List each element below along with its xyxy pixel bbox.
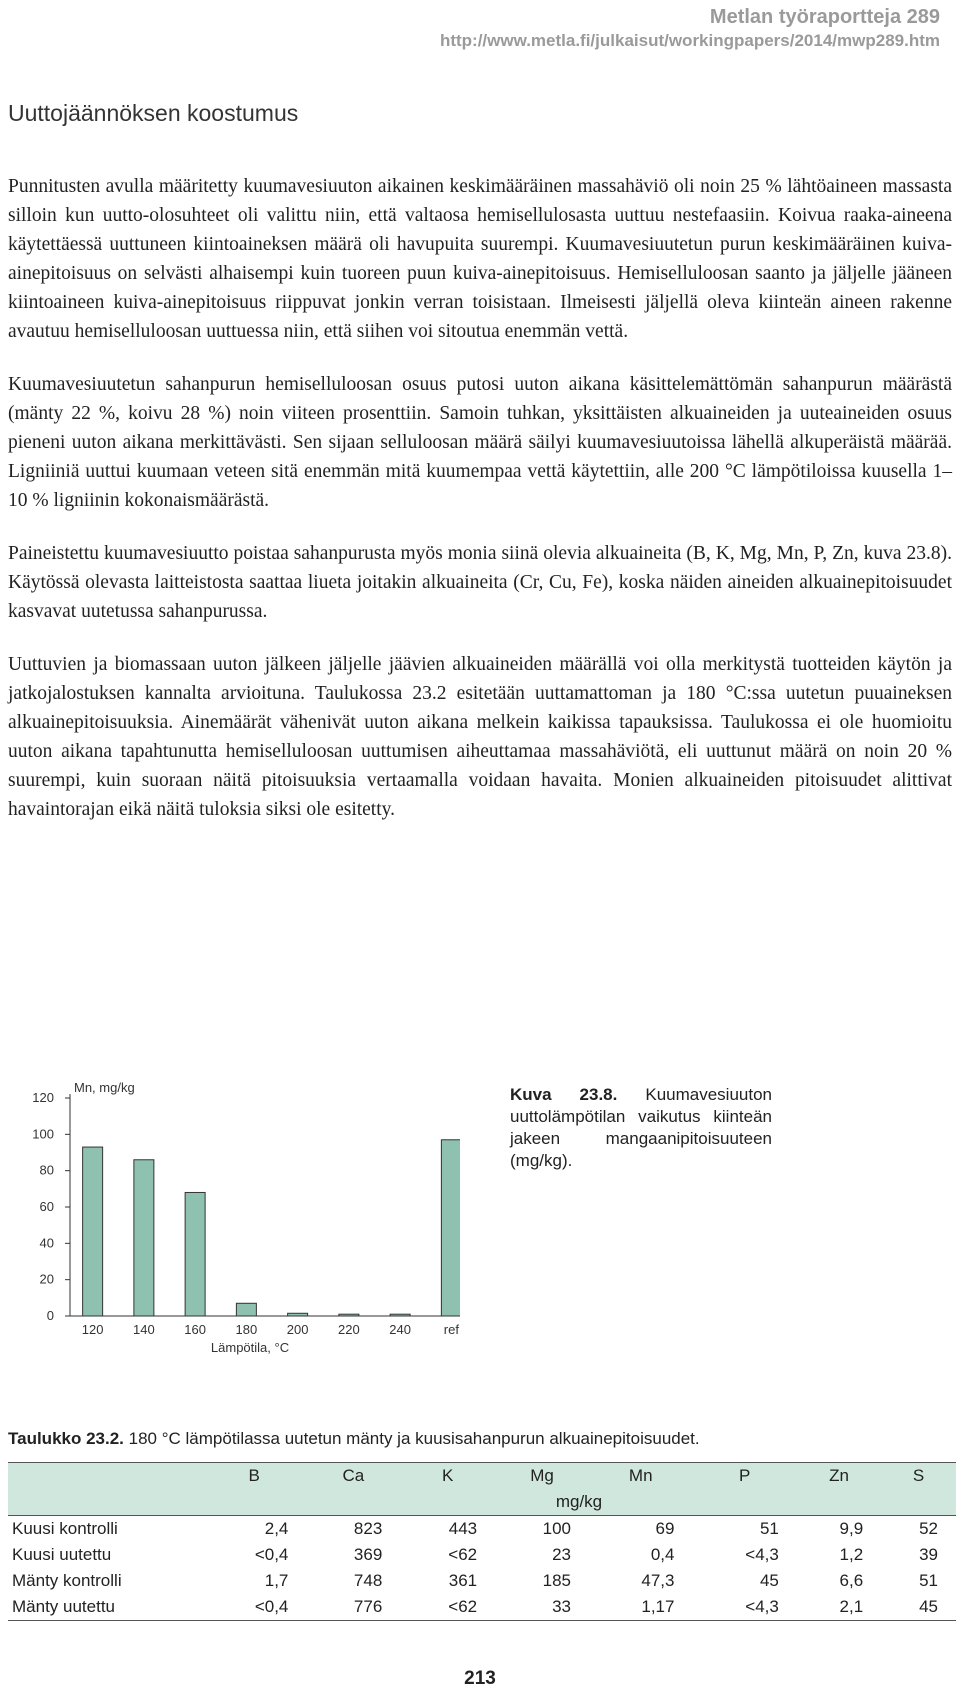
table-row <box>8 1594 956 1621</box>
row-label: Mänty kontrolli <box>12 1571 122 1590</box>
bar <box>185 1192 205 1316</box>
element-table <box>8 1462 956 1621</box>
col-header-k: K <box>442 1466 454 1485</box>
col-header-mg: Mg <box>530 1466 554 1485</box>
chart-svg <box>20 1066 460 1366</box>
cell: 47,3 <box>641 1571 675 1590</box>
cell: 748 <box>353 1571 383 1590</box>
figure-caption <box>510 1084 772 1172</box>
series-url[interactable]: http://www.metla.fi/julkaisut/workingpapers/2014/mwp289.htm <box>439 31 940 50</box>
y-tick-label: 20 <box>39 1271 54 1287</box>
cell: 1,17 <box>589 1594 692 1621</box>
x-tick-label: 180 <box>235 1322 258 1337</box>
paragraph-4: Uuttuvien ja biomassaan uuton jälkeen jäljelle jäävien alkuaineiden määrällä voi olla merkitystä tuotteiden käytön ja jatkojalostuksen kannalta arvioituna. Taulukossa 23.2 esitetään uuttamattoman ja 180 °C:ssa uutetun puuaineksen alkuainepitoisuuksia. Ainemäärät vähenivät uuton aikana melkein kaikissa tapauksissa. Taulukossa ei ole huomioitu uuton aikana tapahtunutta hemiselluloosan uuttumisen aiheuttamaa massahäviötä, eli uuttunut määrä on noin 20 % suurempi, kuin suoraan näitä pitoisuuksia vertaamalla voidaan havaita. Monien alkuaineiden pitoisuudet alittivat havaintorajan eikä näitä tuloksia siksi ole esitetty. <box>8 654 952 820</box>
unit-spacer <box>8 1489 202 1516</box>
x-tick-label: ref <box>443 1322 459 1337</box>
x-tick-label: 240 <box>389 1322 411 1337</box>
table-row <box>8 1516 956 1543</box>
cell: 2,1 <box>797 1594 881 1621</box>
cell: 39 <box>919 1545 938 1564</box>
table-row <box>8 1568 956 1594</box>
paragraph-3: Paineistettu kuumavesiuutto poistaa sahanpurusta myös monia siinä olevia alkuaineita (B, K, Mg, Mn, P, Zn, kuva 23.8). Käytössä olevasta laitteistosta saattaa liueta joitakin alkuaineita (Cr, Cu, Fe), koska näiden aineiden alkuainepitoisuudet kasvavat uutetussa sahanpurussa. <box>8 543 952 622</box>
cell: 823 <box>353 1519 383 1538</box>
cell: 33 <box>495 1594 589 1621</box>
page-number: 213 <box>464 1668 496 1689</box>
cell: <4,3 <box>745 1545 779 1564</box>
page-header <box>440 4 940 52</box>
body-text <box>8 172 952 848</box>
cell: <0,4 <box>254 1545 289 1564</box>
cell: 51 <box>759 1519 779 1538</box>
cell: 23 <box>552 1545 572 1564</box>
cell: 45 <box>759 1571 779 1590</box>
cell: <62 <box>448 1545 478 1564</box>
table-caption-text: 180 °C lämpötilassa uutetun mänty ja kuusisahanpurun alkuainepitoisuudet. <box>123 1429 700 1448</box>
y-tick-label: 80 <box>39 1162 54 1178</box>
x-tick-label: 140 <box>133 1322 155 1337</box>
col-header-zn: Zn <box>829 1466 849 1485</box>
figure-caption-text: Kuumavesiuuton uuttolämpötilan vaikutus kiinteän jakeen mangaanipitoisuuteen (mg/kg). <box>510 1085 772 1170</box>
cell: <62 <box>400 1594 495 1621</box>
cell: 1,7 <box>264 1571 289 1590</box>
cell: <0,4 <box>202 1594 306 1621</box>
table-unit-row <box>8 1489 956 1516</box>
cell: 9,9 <box>839 1519 864 1538</box>
x-tick-label: 200 <box>286 1322 309 1337</box>
cell: 369 <box>353 1545 383 1564</box>
x-tick-label: 160 <box>184 1322 206 1337</box>
section-title: Uuttojäännöksen koostumus <box>8 100 299 126</box>
bar <box>236 1303 256 1316</box>
y-tick-label: 40 <box>39 1235 54 1251</box>
x-tick-label: 220 <box>338 1322 360 1337</box>
manganese-chart <box>20 1066 460 1371</box>
cell: 6,6 <box>839 1571 864 1590</box>
paragraph-2: Kuumavesiuutetun sahanpurun hemiselluloosan osuus putosi uuton aikana käsittelemättömän sahanpurun määrästä (mänty 22 %, koivu 28 %) noin viiteen prosenttiin. Samoin tuhkan, yksittäisten alkuaineiden ja uuteaineiden osuus pieneni uuton aikana merkittävästi. Sen sijaan selluloosan määrä säilyi kuumavesiuutoissa lähellä alkuperäistä määrää. Ligniiniä uuttui kuumaan veteen sitä enemmän mitä kuumempaa vettä käytettiin, alle 200 °C lämpötiloissa kuusella 1–10 % ligniinin kokonaismäärästä. <box>8 374 952 511</box>
col-header-ca: Ca <box>342 1466 365 1485</box>
y-axis-label: Mn, mg/kg <box>74 1080 135 1095</box>
x-axis-label: Lämpötila, °C <box>210 1340 290 1355</box>
cell: 69 <box>655 1519 675 1538</box>
y-tick-label: 0 <box>46 1308 54 1323</box>
row-label: Kuusi kontrolli <box>12 1519 118 1538</box>
bar <box>134 1160 154 1316</box>
cell: 45 <box>881 1594 956 1621</box>
table-corner <box>8 1463 202 1490</box>
cell: 776 <box>306 1594 400 1621</box>
cell: 0,4 <box>650 1545 675 1564</box>
row-label: Kuusi uutettu <box>12 1545 112 1564</box>
cell: 361 <box>448 1571 478 1590</box>
cell: 52 <box>919 1519 938 1538</box>
table-label: Taulukko 23.2. <box>8 1429 124 1448</box>
table-unit: mg/kg <box>202 1489 956 1516</box>
paragraph-1: Punnitusten avulla määritetty kuumavesiuuton aikainen keskimääräinen massahäviö oli noin 25 % lähtöaineen massasta silloin kun uutto-olosuhteet oli valittu niin, että valtaosa hemisellulosasta uuttuu nestefaasiin. Koivua raaka-aineena käytettäessä uuttuneen kiintoaineksen määrä oli havupuita suurempi. Kuumavesiuutetun purun keskimääräinen kuiva-ainepitoisuus on selvästi alhaisempi kuin tuoreen puun kuiva-ainepitoisuus. Hemiselluloosan saanto ja jäljelle jääneen kiintoaineen kuiva-ainepitoisuus riippuvat jonkin verran toisistaan. Ilmeisesti jäljellä oleva kiinteän aineen rakenne avautuu hemiselluloosan uuttuessa niin, että siihen voi sitoutua enemmän vettä. <box>8 176 952 342</box>
bars <box>83 1140 460 1316</box>
x-tick-label: 120 <box>81 1322 104 1337</box>
y-tick-label: 120 <box>32 1090 54 1105</box>
cell: 100 <box>542 1519 572 1538</box>
x-axis <box>70 1316 460 1337</box>
cell: 443 <box>448 1519 478 1538</box>
bar <box>83 1147 103 1316</box>
figure-caption-label: Kuva 23.8. <box>510 1085 618 1104</box>
row-label: Mänty uutettu <box>8 1594 202 1621</box>
bar <box>441 1140 460 1316</box>
col-header-s: S <box>912 1466 925 1485</box>
series-title: Metlan työraportteja 289 <box>709 6 940 28</box>
y-axis <box>32 1090 70 1323</box>
cell: 2,4 <box>264 1519 289 1538</box>
table-header-row <box>8 1463 956 1490</box>
cell: 1,2 <box>839 1545 864 1564</box>
cell: 185 <box>542 1571 572 1590</box>
col-header-b: B <box>248 1466 260 1485</box>
cell: 51 <box>919 1571 938 1590</box>
y-tick-label: 60 <box>39 1199 54 1214</box>
table-row <box>8 1542 956 1568</box>
table-title <box>8 1429 700 1449</box>
cell: <4,3 <box>692 1594 796 1621</box>
col-header-p: P <box>738 1466 751 1485</box>
y-tick-label: 100 <box>32 1126 54 1142</box>
col-header-mn: Mn <box>628 1466 653 1485</box>
